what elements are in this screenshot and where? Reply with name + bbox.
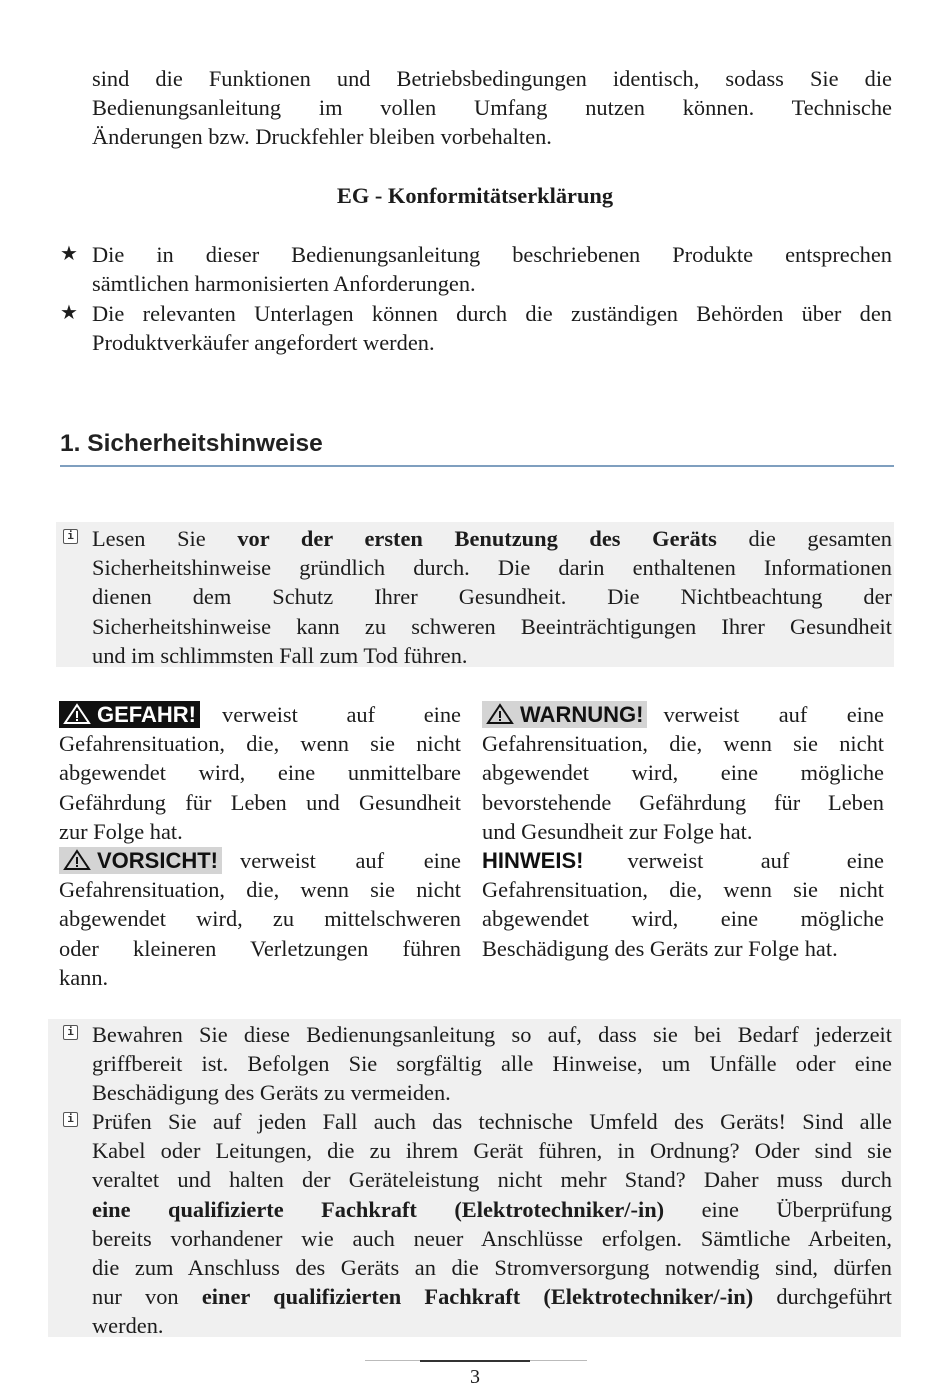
info-line: Prüfen Sie auf jeden Fall auch das technische Umfeld des Geräts! Sind alle	[92, 1109, 892, 1134]
section-heading: 1. Sicherheitshinweise	[60, 430, 323, 457]
signal-text: Gefahrensituation, die, wenn sie nicht	[482, 731, 884, 757]
info-line: Bewahren Sie diese Bedienungsanleitung so auf, dass sie bei Bedarf jederzeit	[92, 1022, 892, 1047]
danger-badge	[59, 701, 200, 728]
info-text-bold: vor der ersten Benutzung des Geräts	[237, 526, 717, 551]
warning-triangle-icon	[63, 703, 91, 725]
caution-badge-label: VORSICHT!	[97, 848, 218, 873]
signal-text: und Gesundheit zur Folge hat.	[482, 818, 753, 844]
signal-text: zur Folge hat.	[59, 818, 183, 844]
info-text-bold: einer qualifizierten Fachkraft (Elektrotechniker/-in)	[201, 1284, 754, 1310]
info-text-bold: eine qualifizierte Fachkraft (Elektrotechniker/-in)	[92, 1196, 665, 1222]
intro-line: Bedienungsanleitung im vollen Umfang nutzen können. Technische	[92, 95, 892, 121]
info-text: nur von	[92, 1284, 179, 1310]
info-text: eine Überprüfung	[701, 1196, 892, 1222]
conformity-item	[60, 299, 892, 357]
info-line: Sicherheitshinweise gründlich durch. Die darin enthaltenen Informationen	[92, 555, 892, 581]
signal-hinweis	[482, 846, 884, 963]
signal-text: Beschädigung des Geräts zur Folge hat.	[482, 935, 838, 961]
signal-text: verweist auf eine	[240, 848, 461, 873]
info-line: bereits vorhandener wie auch neuer Anschlüsse erfolgen. Sämtliche Arbeiten,	[92, 1225, 892, 1251]
warning-triangle-icon	[63, 849, 91, 871]
signal-text: abgewendet wird, eine unmittelbare	[59, 760, 461, 786]
info-paragraph-keep-manual	[92, 1020, 892, 1108]
intro-paragraph	[92, 64, 892, 152]
signal-text: bevorstehende Gefährdung für Leben	[482, 789, 884, 815]
signal-gefahr	[59, 700, 461, 846]
info-text: durchgeführt	[776, 1284, 892, 1310]
conformity-title: EG - Konformitätserklärung	[336, 183, 614, 208]
info-line: die zum Anschluss des Geräts an die Stromversorgung notwendig sind, dürfen	[92, 1255, 892, 1281]
signal-text: abgewendet wird, eine mögliche	[482, 906, 884, 932]
intro-line: Änderungen bzw. Druckfehler bleiben vorbehalten.	[92, 124, 552, 150]
info-line: und im schlimmsten Fall zum Tod führen.	[92, 642, 468, 668]
info-text: die gesamten	[748, 526, 892, 551]
footer-divider-accent	[420, 1360, 530, 1362]
signal-text: verweist auf eine	[222, 702, 461, 727]
page-number: 3	[470, 1366, 480, 1388]
info-line	[92, 524, 892, 553]
signal-text: abgewendet wird, eine mögliche	[482, 760, 884, 786]
signal-text: verweist auf eine	[663, 702, 884, 727]
info-line: griffbereit ist. Befolgen Sie sorgfältig alle Hinweise, um Unfälle oder eine	[92, 1051, 892, 1077]
conformity-item-line: Die relevanten Unterlagen können durch die zuständigen Behörden über den	[92, 301, 892, 326]
info-line: veraltet und halten der Geräteleistung nicht mehr Stand? Daher muss durch	[92, 1167, 892, 1193]
info-line: Kabel oder Leitungen, die zu ihrem Gerät führen, in Ordnung? Oder sind sie	[92, 1138, 892, 1164]
info-icon: i	[63, 529, 78, 544]
notice-badge: HINWEIS!	[482, 848, 584, 873]
signal-text: Gefährdung für Leben und Gesundheit	[59, 789, 461, 815]
info-icon: i	[63, 1025, 78, 1040]
info-line	[92, 1282, 892, 1311]
signal-warnung	[482, 700, 884, 846]
conformity-item-line: sämtlichen harmonisierten Anforderungen.	[92, 271, 476, 297]
info-text: Lesen Sie	[92, 526, 206, 551]
info-line: Beschädigung des Geräts zu vermeiden.	[92, 1080, 451, 1106]
signal-text: abgewendet wird, zu mittelschweren	[59, 906, 461, 932]
intro-line: sind die Funktionen und Betriebsbedingungen identisch, sodass Sie die	[92, 66, 892, 91]
conformity-item-line: Produktverkäufer angefordert werden.	[92, 330, 435, 356]
caution-badge	[59, 847, 222, 874]
info-line: Sicherheitshinweise kann zu schweren Beeinträchtigungen Ihrer Gesundheit	[92, 613, 892, 639]
signal-text: Gefahrensituation, die, wenn sie nicht	[59, 731, 461, 757]
star-icon: ★	[60, 243, 78, 265]
info-line	[92, 1195, 892, 1224]
info-box-text	[92, 524, 892, 670]
warning-badge-label: WARNUNG!	[520, 702, 644, 727]
signal-text: kann.	[59, 964, 109, 990]
warning-badge	[482, 701, 647, 728]
signal-text: verweist auf eine	[627, 848, 884, 873]
signal-text: Gefahrensituation, die, wenn sie nicht	[59, 877, 461, 903]
section-divider	[60, 465, 894, 467]
star-icon: ★	[60, 302, 78, 324]
conformity-item-line: Die in dieser Bedienungsanleitung beschriebenen Produkte entsprechen	[92, 242, 892, 267]
signal-vorsicht	[59, 846, 461, 992]
info-icon: i	[63, 1112, 78, 1127]
signal-text: Gefahrensituation, die, wenn sie nicht	[482, 877, 884, 903]
warning-triangle-icon	[486, 703, 514, 725]
conformity-item	[60, 240, 892, 298]
info-paragraph-check-environment	[92, 1107, 892, 1341]
danger-badge-label: GEFAHR!	[97, 702, 196, 727]
info-line: dienen dem Schutz Ihrer Gesundheit. Die Nichtbeachtung der	[92, 584, 892, 610]
signal-text: oder kleineren Verletzungen führen	[59, 935, 461, 961]
info-line: werden.	[92, 1313, 164, 1339]
